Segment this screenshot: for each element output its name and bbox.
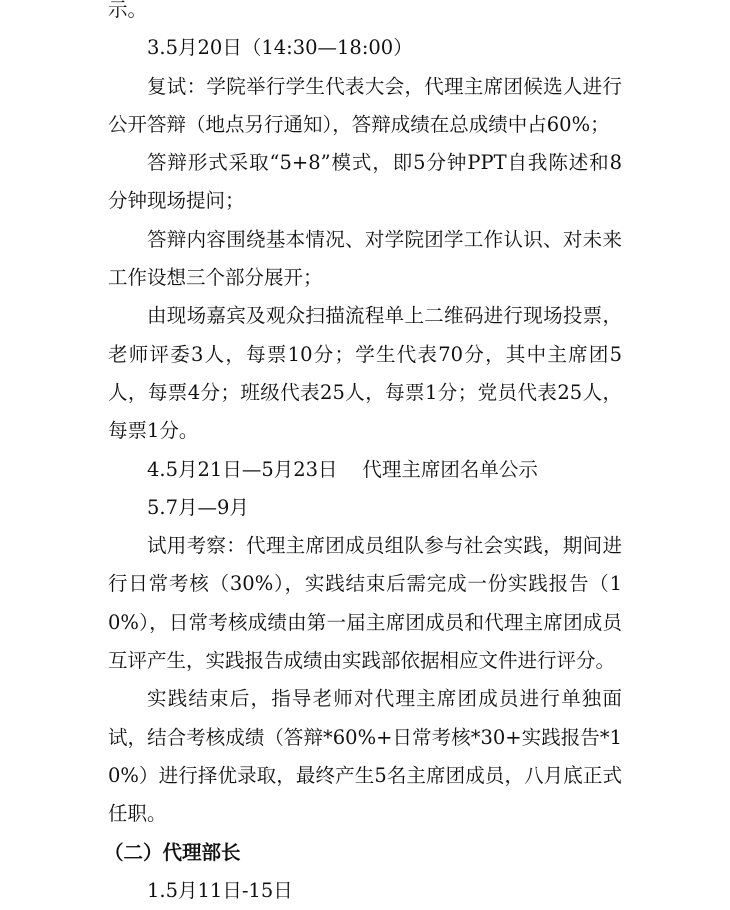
paragraph-retest: 复试：学院举行学生代表大会，代理主席团候选人进行公开答辩（地点另行通知），答辩成绩在总成绩中占60%；: [108, 74, 622, 136]
paragraph-final-selection: 实践结束后，指导老师对代理主席团成员进行单独面试，结合考核成绩（答辩*60%+日常考核*30+实践报告*10%）进行择优录取，最终产生5名主席团成员，八月底正式任职。: [108, 687, 622, 826]
schedule-item-1: 1.5月11日-15日: [147, 878, 293, 902]
section-heading-acting-minister: （二）代理部长: [104, 840, 241, 864]
paragraph-voting: 由现场嘉宾及观众扫描流程单上二维码进行现场投票，老师评委3人，每票10分；学生代表70分，其中主席团5人，每票4分；班级代表25人，每票1分；党员代表25人，每票1分。: [108, 304, 622, 443]
schedule-item-4: 4.5月21日—5月23日 代理主席团名单公示: [147, 457, 538, 481]
paragraph-trial-assessment: 试用考察：代理主席团成员组队参与社会实践，期间进行日常考核（30%），实践结束后需完成一份实践报告（10%），日常考核成绩由第一届主席团成员和代理主席团成员互评产生，实践报告成绩由实践部依据相应文件进行评分。: [108, 534, 622, 673]
paragraph-defense-format: 答辩形式采取“5+8”模式，即5分钟PPT自我陈述和8分钟现场提问；: [108, 151, 622, 213]
schedule-item-5: 5.7月—9月: [147, 495, 249, 519]
paragraph-continuation: 示。: [108, 0, 148, 21]
paragraph-defense-content: 答辩内容围绕基本情况、对学院团学工作认识、对未来工作设想三个部分展开；: [108, 227, 622, 290]
schedule-item-3: 3.5月20日（14:30—18:00）: [147, 36, 413, 60]
document-body: [104, 0, 622, 910]
